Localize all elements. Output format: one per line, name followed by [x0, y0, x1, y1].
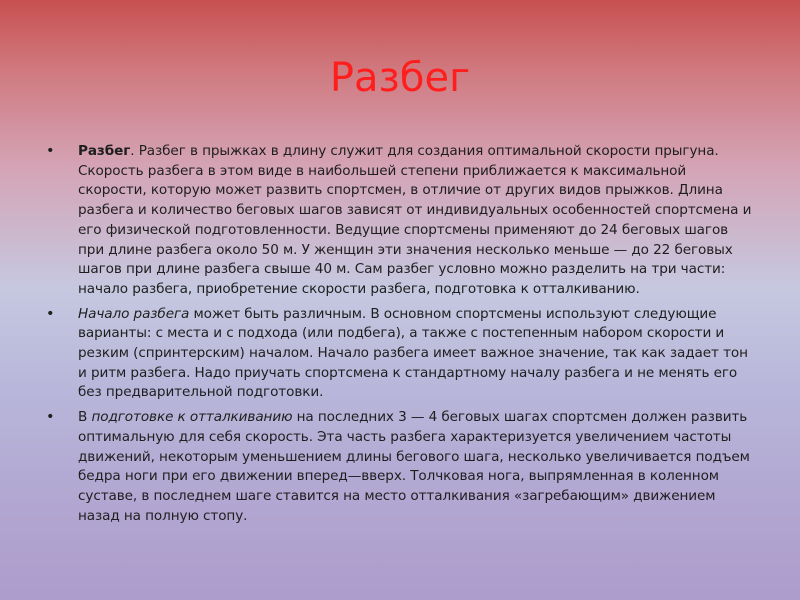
bullet-lead-italic: подготовке к отталкиванию — [91, 409, 293, 426]
bullet-item — [46, 408, 758, 526]
bullet-body: на последних 3 — 4 беговых шагах спортсмен должен развить оптимальную для себя скорость. Эта часть разбега характеризуется увеличением частоты движений, некоторым уменьшением длины бегового шага, несколько увеличивается подъем бедра ноги при его движении вперед—вверх. Толчковая нога, выпрямленная в коленном суставе, в последнем шаге ставится на место отталкивания «загребающим» движением назад на полную стопу. — [78, 409, 750, 524]
slide-title: Разбег — [329, 55, 471, 101]
bullet-text — [78, 142, 758, 300]
bullet-marker: • — [46, 305, 55, 322]
bullet-marker: • — [46, 143, 55, 159]
bullet-lead-italic: Начало разбега — [78, 305, 190, 322]
bullet-text — [78, 305, 758, 404]
slide-content — [46, 142, 758, 531]
bullet-lead-bold: Разбег — [78, 143, 131, 159]
bullet-prefix: В — [78, 409, 92, 426]
bullet-marker: • — [46, 409, 55, 426]
bullet-item — [46, 305, 758, 404]
bullet-body: . Разбег в прыжках в длину служит для создания оптимальной скорости прыгуна. Скорость разбега в этом виде в наибольшей степени приближается к максимальной скорости, которую может развить спортсмен, в отличие от других видов прыжков. Длина разбега и количество беговых шагов зависят от индивидуальных особенностей спортсмена и его физической подготовленности. Ведущие спортсмены применяют до 24 беговых шагов при длине разбега около 50 м. У женщин эти значения несколько меньше — до 22 беговых шагов при длине разбега свыше 40 м. Сам разбег условно можно разделить на три части: начало разбега, приобретение скорости разбега, подготовка к отталкиванию. — [78, 143, 752, 297]
bullet-text — [78, 408, 758, 526]
bullet-item — [46, 142, 758, 300]
bullet-body: может быть различным. В основном спортсмены используют следующие варианты: с места и с подхода (или подбега), а также с постепенным набором скорости и резким (спринтерским) началом. Начало разбега имеет важное значение, так как задает тон и ритм разбега. Надо приучать спортсмена к стандартному началу разбега и не менять его без предварительной подготовки. — [78, 305, 748, 401]
